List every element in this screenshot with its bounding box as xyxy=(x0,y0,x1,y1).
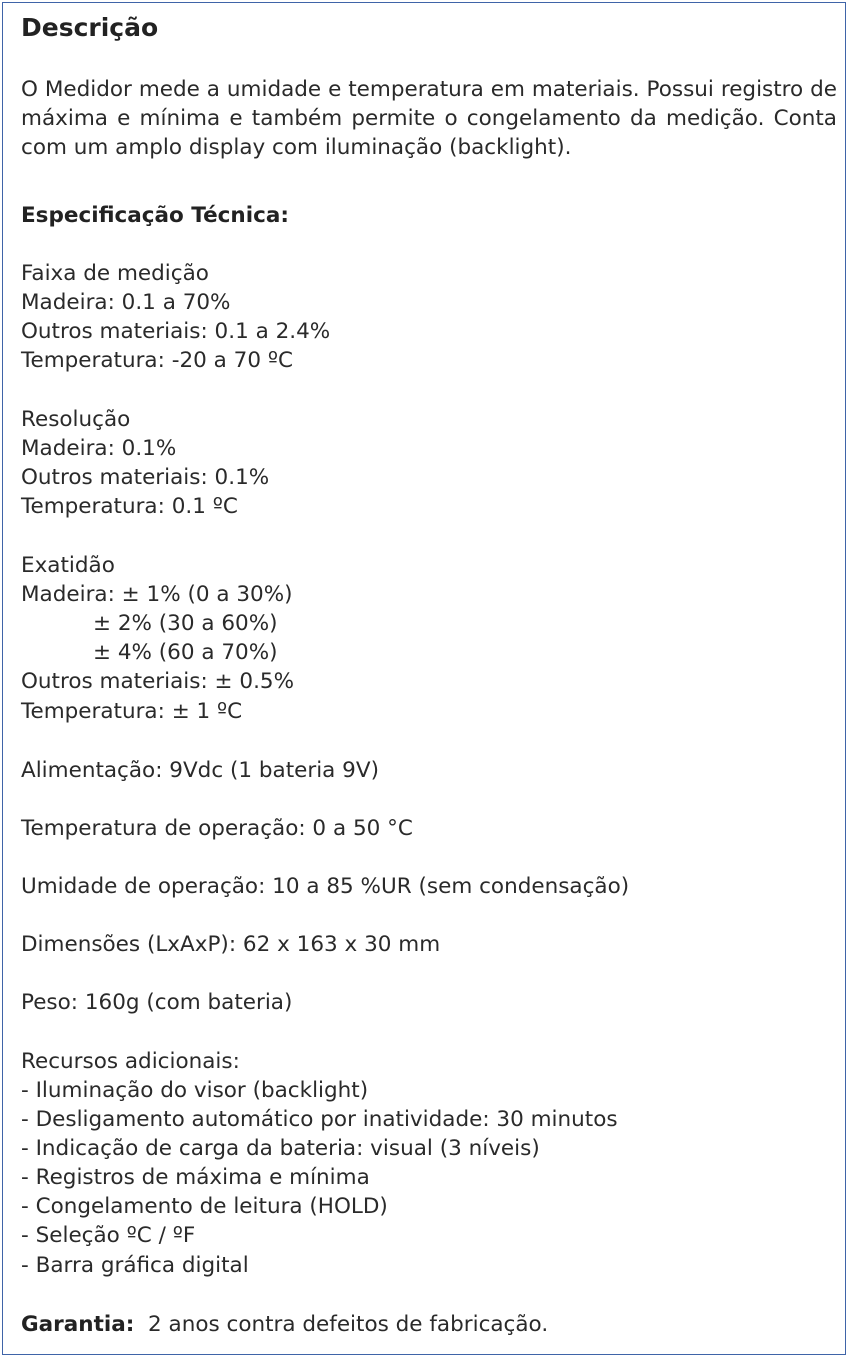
faixa-temperatura: Temperatura: -20 a 70 ºC xyxy=(21,348,293,373)
page-title: Descrição xyxy=(21,13,159,42)
resolucao-madeira: Madeira: 0.1% xyxy=(21,436,177,461)
faixa-outros: Outros materiais: 0.1 a 2.4% xyxy=(21,319,331,344)
recursos-item: - Barra gráfica digital xyxy=(21,1253,249,1278)
recursos-item: - Desligamento automático por inatividade: 30 minutos xyxy=(21,1107,618,1132)
resolucao-outros: Outros materiais: 0.1% xyxy=(21,465,270,490)
exatidao-madeira-2: ± 2% (30 a 60%) xyxy=(93,611,278,636)
exatidao-outros: Outros materiais: ± 0.5% xyxy=(21,669,295,694)
exatidao-madeira-3: ± 4% (60 a 70%) xyxy=(93,640,278,665)
garantia-text: 2 anos contra defeitos de fabricação. xyxy=(148,1312,549,1337)
exatidao-temperatura: Temperatura: ± 1 ºC xyxy=(21,699,243,724)
recursos-heading: Recursos adicionais: xyxy=(21,1049,240,1074)
resolucao-heading: Resolução xyxy=(21,407,131,432)
recursos-item: - Iluminação do visor (backlight) xyxy=(21,1078,369,1103)
peso: Peso: 160g (com bateria) xyxy=(21,990,293,1015)
dimensoes: Dimensões (LxAxP): 62 x 163 x 30 mm xyxy=(21,932,441,957)
recursos-item: - Indicação de carga da bateria: visual (3 níveis) xyxy=(21,1136,540,1161)
alimentacao: Alimentação: 9Vdc (1 bateria 9V) xyxy=(21,758,379,783)
resolucao-temperatura: Temperatura: 0.1 ºC xyxy=(21,494,238,519)
recursos-item: - Congelamento de leitura (HOLD) xyxy=(21,1194,388,1219)
description-frame xyxy=(2,2,846,1355)
exatidao-madeira-1: Madeira: ± 1% (0 a 30%) xyxy=(21,582,293,607)
temp-operacao: Temperatura de operação: 0 a 50 °C xyxy=(21,816,413,841)
garantia-line xyxy=(21,1310,548,1339)
intro-paragraph: O Medidor mede a umidade e temperatura em materiais. Possui registro de máxima e mínima e também permite o congelamento da medição. Conta com um amplo display com iluminação (backlight). xyxy=(21,77,837,160)
umidade-operacao: Umidade de operação: 10 a 85 %UR (sem condensação) xyxy=(21,874,630,899)
faixa-madeira: Madeira: 0.1 a 70% xyxy=(21,290,231,315)
garantia-label: Garantia: xyxy=(21,1312,135,1337)
recursos-item: - Seleção ºC / ºF xyxy=(21,1223,196,1248)
faixa-heading: Faixa de medição xyxy=(21,261,209,286)
spec-heading: Especificação Técnica: xyxy=(21,203,289,228)
recursos-item: - Registros de máxima e mínima xyxy=(21,1165,370,1190)
exatidao-heading: Exatidão xyxy=(21,553,115,578)
